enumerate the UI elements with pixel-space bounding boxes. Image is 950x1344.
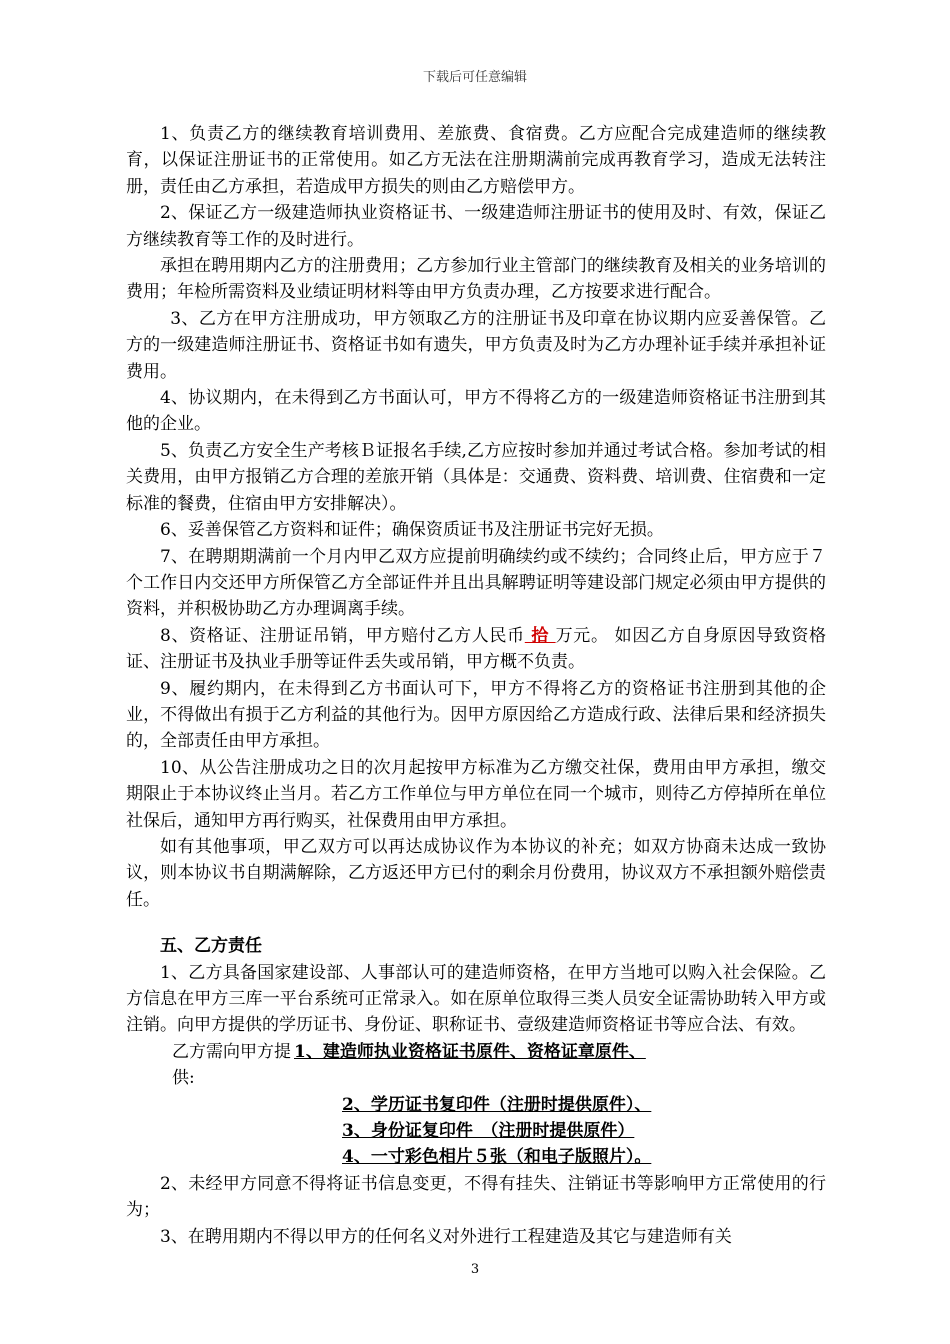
paragraph-1: 1、负责乙方的继续教育培训费用、差旅费、食宿费。乙方应配合完成建造师的继续教育，以保证注册证书的正常使用。如乙方无法在注册期满前完成再教育学习，造成无法转注册，责任由乙方承担，若造成甲方损失的则由乙方赔偿甲方。: [126, 124, 826, 197]
provide-list-row: [126, 1118, 826, 1144]
provide-item-2: 2、学历证书复印件（注册时提供原件）、: [342, 1094, 652, 1115]
document-body: [126, 121, 826, 1250]
paragraph-10: 9、履约期内，在未得到乙方书面认可下，甲方不得将乙方的资格证书注册到其他的企业，不得做出有损于乙方利益的其他行为。因甲方原因给乙方造成行政、法律后果和经济损失的，全部责任由甲方承担。: [126, 678, 826, 752]
section-5-item-1: 1、乙方具备国家建设部、人事部认可的建造师资格，在甲方当地可以购入社会保险。乙方信息在甲方三库一平台系统可正常录入。如在原单位取得三类人员安全证需协助转入甲方或注销。向甲方提供的学历证书、身份证、职称证书、壹级建造师资格证书等应合法、有效。: [126, 962, 826, 1036]
compensation-amount: 拾: [524, 625, 556, 646]
section-5-item-2: 2、未经甲方同意不得将证书信息变更，不得有挂失、注销证书等影响甲方正常使用的行为；: [126, 1173, 826, 1221]
provide-list-row: [126, 1092, 826, 1118]
provide-label: 乙方需向甲方提供:: [172, 1041, 291, 1089]
paragraph-3: 承担在聘用期内乙方的注册费用；乙方参加行业主管部门的继续教育及相关的业务培训的费用；年检所需资料及业绩证明材料等由甲方负责办理，乙方按要求进行配合。: [126, 256, 826, 303]
paragraph-5: 4、协议期内，在未得到乙方书面认可，甲方不得将乙方的一级建造师资格证书注册到其他的企业。: [126, 388, 826, 435]
section-5-item-3: 3、在聘用期内不得以甲方的任何名义对外进行工程建造及其它与建造师有关: [160, 1226, 732, 1247]
paragraph-2: 2、保证乙方一级建造师执业资格证书、一级建造师注册证书的使用及时、有效，保证乙方继续教育等工作的及时进行。: [126, 203, 826, 250]
provide-item-1: 1、建造师执业资格证书原件、资格证章原件、: [294, 1041, 646, 1062]
paragraph-7: 6、妥善保管乙方资料和证件；确保资质证书及注册证书完好无损。: [160, 520, 664, 541]
paragraph-9-rest: 万元。 如因乙方自身原因导致资格证、注册证书及执业手册等证件丢失或吊销，甲方概不负责。: [126, 625, 826, 673]
paragraph-11: 10、从公告注册成功之日的次月起按甲方标准为乙方缴交社保，费用由甲方承担，缴交期限止于本协议终止当月。若乙方工作单位与甲方单位在同一个城市，则待乙方停掉所在单位社保后，通知甲方再行购买，社保费用由甲方承担。: [126, 757, 826, 831]
page-header: 下载后可任意编辑: [422, 70, 527, 85]
provide-item-4: 4、一寸彩色相片５张（和电子版照片）。: [342, 1147, 652, 1168]
paragraph-8: 7、在聘期期满前一个月内甲乙双方应提前明确续约或不续约；合同终止后，甲方应于７个工作日内交还甲方所保管乙方全部证件并且出具解聘证明等建设部门规定必须由甲方提供的资料，并积极协助乙方办理调离手续。: [126, 546, 826, 620]
paragraph-12: 如有其他事项，甲乙双方可以再达成协议作为本协议的补充；如双方协商未达成一致协议，则本协议书自期满解除，乙方返还甲方已付的剩余月份费用，协议双方不承担额外赔偿责任。: [126, 836, 826, 910]
page-number: 3: [470, 1262, 480, 1277]
provide-list-row: [126, 1039, 826, 1092]
paragraph-6: 5、负责乙方安全生产考核Ｂ证报名手续,乙方应按时参加并通过考试合格。参加考试的相关费用，由甲方报销乙方合理的差旅开销（具体是：交通费、资料费、培训费、住宿费和一定标准的餐费，住宿由甲方安排解决）。: [126, 440, 826, 514]
provide-item-3: 3、身份证复印件 （注册时提供原件）: [342, 1121, 635, 1142]
paragraph-9-text: 8、资格证、注册证吊销，甲方赔付乙方人民币: [160, 625, 525, 646]
paragraph-9: [126, 623, 826, 676]
paragraph-4: 3、乙方在甲方注册成功，甲方领取乙方的注册证书及印章在协议期内应妥善保管。乙方的一级建造师注册证书、资格证书如有遗失，甲方负责及时为乙方办理补证手续并承担补证费用。: [126, 308, 826, 382]
section-heading: 五、乙方责任: [160, 936, 262, 957]
provide-list-row: [126, 1144, 826, 1170]
